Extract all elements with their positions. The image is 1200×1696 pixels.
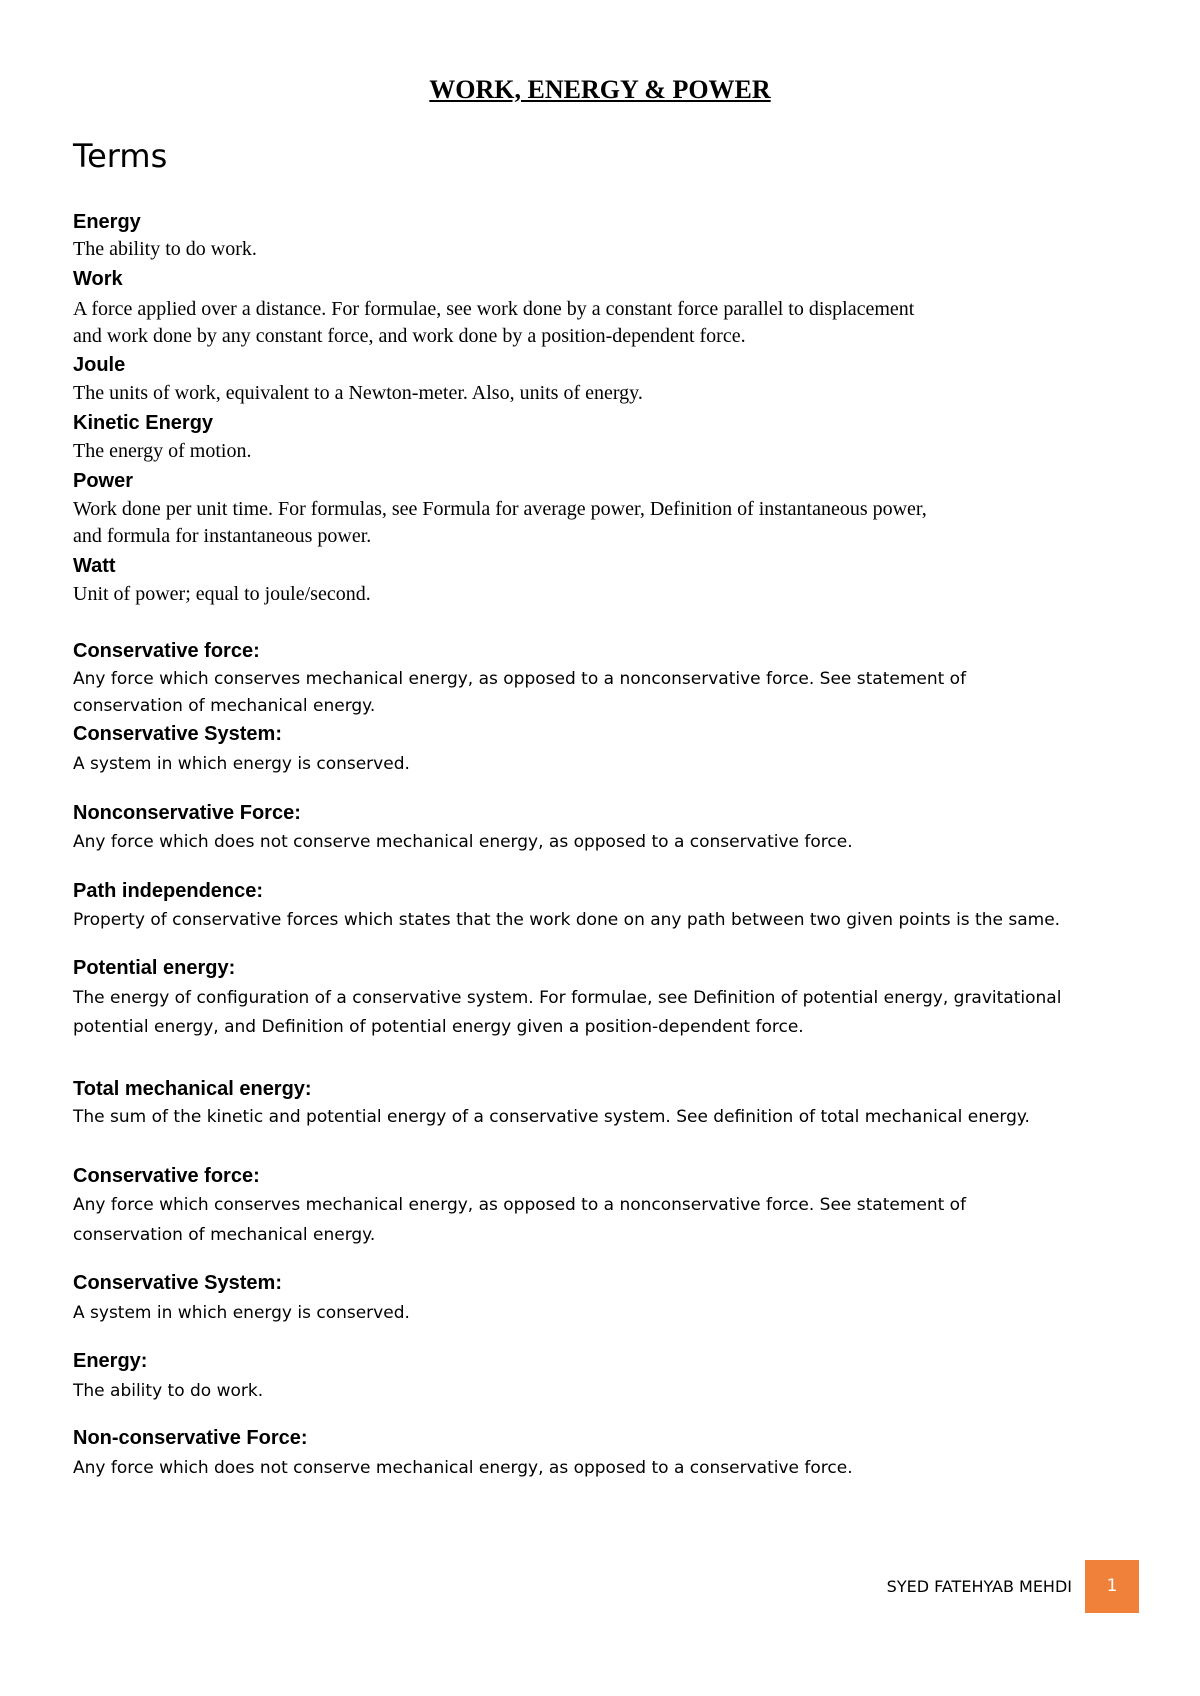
definition-nonconservative-force: Any force which does not conserve mechanical energy, as opposed to a conservative force.: [73, 832, 853, 852]
term-nonconservative-force: Nonconservative Force:: [73, 802, 301, 824]
term-conservative-system: Conservative System:: [73, 723, 282, 745]
section-heading: Terms: [73, 137, 168, 175]
definition-watt: Unit of power; equal to joule/second.: [73, 583, 371, 605]
footer-author: SYED FATEHYAB MEHDI: [886, 1577, 1072, 1596]
definition-potential-energy-line-1: The energy of configuration of a conservative system. For formulae, see Definition of potential energy, gravitational: [73, 988, 1062, 1008]
term-kinetic-energy: Kinetic Energy: [73, 412, 214, 434]
definition-energy: The ability to do work.: [73, 238, 257, 260]
definition-joule: The units of work, equivalent to a Newton-meter. Also, units of energy.: [73, 382, 643, 404]
document-title: WORK, ENERGY & POWER: [429, 75, 771, 104]
term-conservative-force: Conservative force:: [73, 640, 260, 662]
definition-total-mechanical-energy: The sum of the kinetic and potential energy of a conservative system. See definition of total mechanical energy.: [73, 1107, 1030, 1127]
definition-conservative-force-2-line-1: Any force which conserves mechanical energy, as opposed to a nonconservative force. See statement of: [73, 1195, 967, 1215]
term-joule: Joule: [73, 354, 126, 376]
term-energy-2: Energy:: [73, 1350, 148, 1372]
term-power: Power: [73, 470, 134, 492]
definition-conservative-system-2: A system in which energy is conserved.: [73, 1303, 410, 1323]
term-path-independence: Path independence:: [73, 880, 264, 902]
term-total-mechanical-energy: Total mechanical energy:: [73, 1078, 312, 1100]
page-number-badge: 1: [1085, 1560, 1139, 1613]
definition-conservative-force-2-line-2: conservation of mechanical energy.: [73, 1225, 376, 1245]
term-conservative-force-2: Conservative force:: [73, 1165, 260, 1187]
definition-conservative-system: A system in which energy is conserved.: [73, 754, 410, 774]
term-non-conservative-force: Non-conservative Force:: [73, 1427, 308, 1449]
term-work: Work: [73, 268, 123, 290]
definition-energy-2: The ability to do work.: [73, 1381, 264, 1401]
definition-work-line-1: A force applied over a distance. For formulae, see work done by a constant force parallel to displacement: [73, 298, 915, 320]
definition-conservative-force-line-1: Any force which conserves mechanical energy, as opposed to a nonconservative force. See statement of: [73, 669, 967, 689]
definition-non-conservative-force: Any force which does not conserve mechanical energy, as opposed to a conservative force.: [73, 1458, 853, 1478]
definition-kinetic-energy: The energy of motion.: [73, 440, 252, 462]
definition-conservative-force-line-2: conservation of mechanical energy.: [73, 696, 376, 716]
term-conservative-system-2: Conservative System:: [73, 1272, 282, 1294]
term-watt: Watt: [73, 555, 116, 577]
definition-potential-energy-line-2: potential energy, and Definition of potential energy given a position-dependent force.: [73, 1017, 804, 1037]
definition-path-independence: Property of conservative forces which states that the work done on any path between two given points is the same.: [73, 910, 1061, 930]
definition-work-line-2: and work done by any constant force, and work done by a position-dependent force.: [73, 325, 746, 347]
term-energy: Energy: [73, 211, 141, 233]
definition-power-line-1: Work done per unit time. For formulas, see Formula for average power, Definition of instantaneous power,: [73, 498, 927, 520]
term-potential-energy: Potential energy:: [73, 957, 236, 979]
definition-power-line-2: and formula for instantaneous power.: [73, 525, 372, 547]
